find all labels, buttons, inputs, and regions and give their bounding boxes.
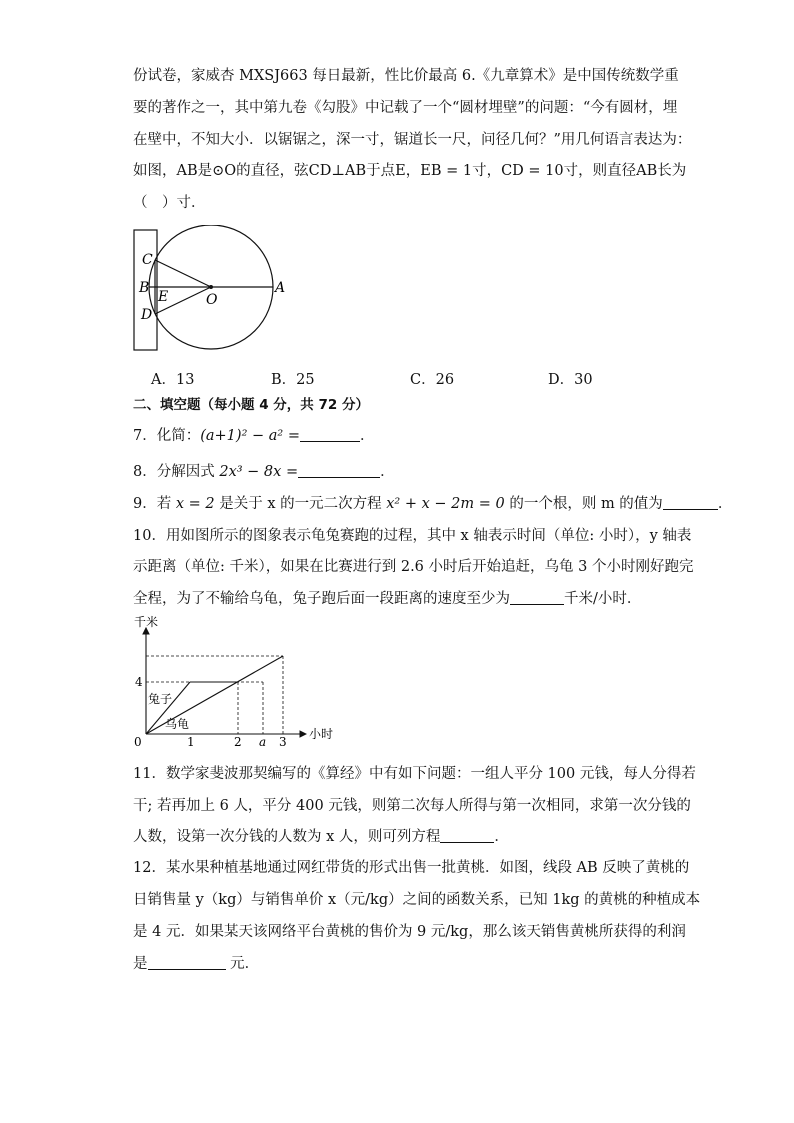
q10-line-3-post: 千米/小时． bbox=[564, 591, 642, 607]
q7-prefix: 7．化简： bbox=[133, 428, 201, 444]
q11-line-3-pre: 人数，设第一次分钱的人数为 x 人，则可列方程 bbox=[133, 829, 441, 845]
q10-answer-blank[interactable] bbox=[510, 590, 564, 605]
q11-line-1: 11．数学家斐波那契编写的《算经》中有如下问题：一组人平分 100 元钱，每人分得若 bbox=[133, 766, 696, 782]
q7-suffix: ． bbox=[359, 428, 375, 444]
q11-line-3-post: ． bbox=[494, 829, 509, 845]
radius-oc bbox=[155, 260, 211, 287]
label-d: D bbox=[141, 307, 153, 323]
q9-expr2: x² + x − 2m = 0 bbox=[386, 496, 505, 512]
q6-line-5: （ ）寸． bbox=[133, 195, 206, 211]
chart-y-tick-4: 4 bbox=[135, 675, 143, 689]
q12-line-4-post: 元． bbox=[225, 956, 260, 972]
q10-line-3-pre: 全程，为了不输给乌龟，兔子跑后面一段距离的速度至少为 bbox=[133, 591, 510, 607]
q7-answer-blank[interactable] bbox=[300, 427, 360, 442]
option-a[interactable]: A．13 bbox=[151, 372, 195, 388]
q9-suffix: ． bbox=[717, 496, 733, 512]
section-title: 二、填空题（每小题 4 分，共 72 分） bbox=[133, 397, 369, 413]
q8-expr: 2x³ − 8x = bbox=[219, 464, 299, 480]
q12-line-3: 是 4 元．如果某天该网络平台黄桃的售价为 9 元/kg，那么该天销售黄桃所获得的利润 bbox=[133, 924, 686, 940]
chart-ylabel: 千米 bbox=[134, 615, 159, 629]
chart-x-tick-2: 2 bbox=[234, 735, 242, 749]
q8 bbox=[133, 462, 395, 482]
q9-mid: 是关于 x 的一元二次方程 bbox=[214, 496, 387, 512]
q9-prefix: 9．若 bbox=[133, 496, 176, 512]
option-b[interactable]: B．25 bbox=[271, 372, 315, 388]
q8-answer-blank[interactable] bbox=[298, 463, 380, 478]
q6-line-4: 如图，AB是⊙O的直径，弦CD⊥AB于点E，EB = 1寸，CD = 10寸，则直径AB长为 bbox=[133, 163, 687, 179]
q9 bbox=[133, 494, 732, 514]
chart-origin: 0 bbox=[134, 735, 142, 749]
q9-post: 的一个根，则 m 的值为 bbox=[504, 496, 663, 512]
q6-line-1: 份试卷，家威杏 MXSJ663 每日最新，性比价最高 6.《九章算术》是中国传统数学重 bbox=[133, 68, 679, 84]
label-c: C bbox=[142, 252, 153, 268]
option-d[interactable]: D．30 bbox=[548, 372, 593, 388]
label-o: O bbox=[206, 292, 218, 308]
q10-line-3 bbox=[133, 589, 641, 609]
q9-expr1: x = 2 bbox=[175, 496, 215, 512]
q6-line-3: 在壁中，不知大小．以锯锯之，深一寸，锯道长一尺，问径几何？”用几何语言表达为： bbox=[133, 132, 692, 148]
q12-line-2: 日销售量 y（kg）与销售单价 x（元/kg）之间的函数关系，已知 1kg 的黄桃的种植成本 bbox=[133, 892, 701, 908]
q9-answer-blank[interactable] bbox=[663, 495, 718, 510]
q6-line-2: 要的著作之一，其中第九卷《勾股》中记载了一个“圆材埋壁”的问题：“今有圆材，埋 bbox=[133, 100, 678, 116]
q10-line-2: 示距离（单位: 千米），如果在比赛进行到 2.6 小时后开始追赶，乌龟 3 个小时刚好跑完 bbox=[133, 559, 694, 575]
q12-line-4-pre: 是 bbox=[133, 956, 148, 972]
circle-wall-figure bbox=[128, 225, 298, 355]
chart-rabbit-label: 兔子 bbox=[148, 692, 173, 706]
q11-answer-blank[interactable] bbox=[440, 828, 494, 843]
race-chart bbox=[128, 614, 338, 749]
label-e: E bbox=[158, 289, 169, 305]
chart-turtle-label: 乌龟 bbox=[165, 717, 190, 731]
q12-line-4 bbox=[133, 954, 259, 974]
label-b: B bbox=[139, 280, 150, 296]
label-a: A bbox=[275, 280, 286, 296]
q11-line-3 bbox=[133, 827, 509, 847]
q10-line-1: 10．用如图所示的图象表示龟兔赛跑的过程，其中 x 轴表示时间（单位: 小时），y 轴表 bbox=[133, 528, 692, 544]
q8-suffix: ． bbox=[380, 464, 395, 480]
q7-expr: (a+1)² − a² = bbox=[200, 428, 300, 444]
chart-x-tick-1: 1 bbox=[187, 735, 195, 749]
chart-x-tick-a: a bbox=[259, 735, 267, 749]
q7 bbox=[133, 426, 374, 446]
center-dot bbox=[209, 285, 213, 289]
q11-line-2: 干; 若再加上 6 人，平分 400 元钱，则第二次每人所得与第一次相同，求第一次分钱的 bbox=[133, 798, 691, 814]
option-c[interactable]: C．26 bbox=[410, 372, 455, 388]
chart-x-tick-3: 3 bbox=[279, 735, 287, 749]
chart-xlabel: 小时 bbox=[309, 727, 334, 741]
q12-answer-blank[interactable] bbox=[148, 955, 226, 970]
q8-prefix: 8．分解因式 bbox=[133, 464, 220, 480]
q12-line-1: 12．某水果种植基地通过网红带货的形式出售一批黄桃．如图，线段 AB 反映了黄桃的 bbox=[133, 860, 690, 876]
